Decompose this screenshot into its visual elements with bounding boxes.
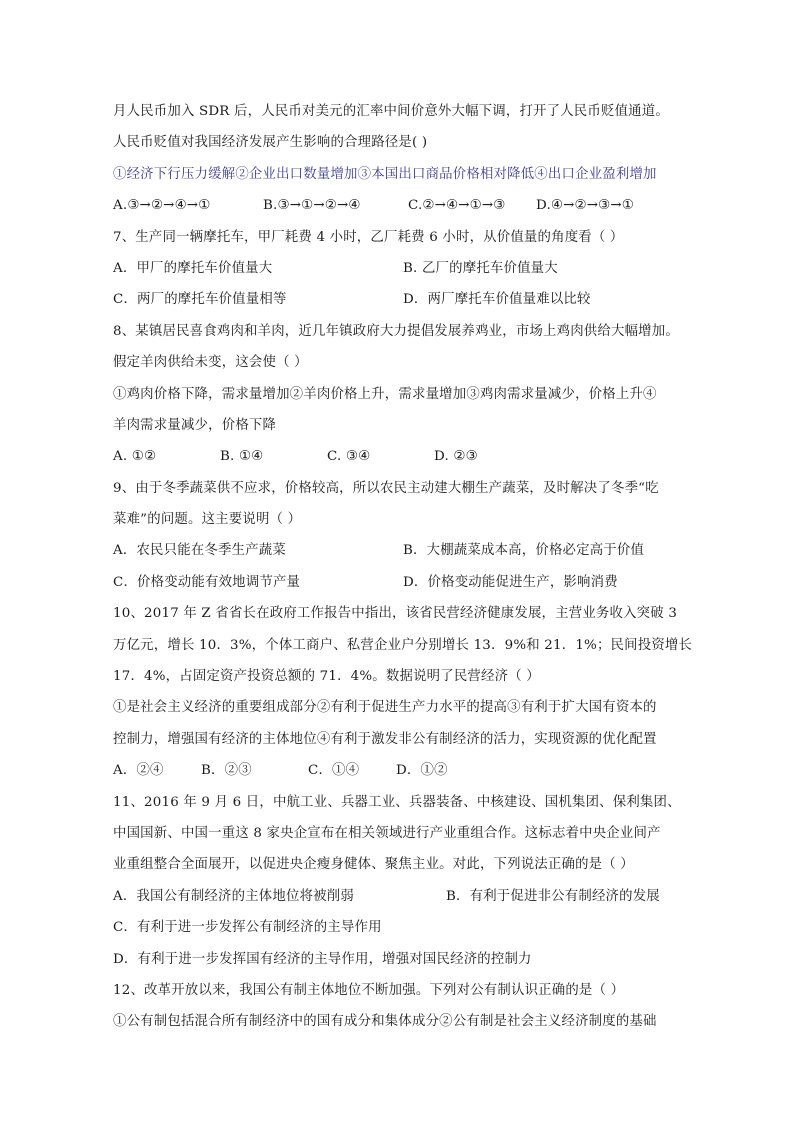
q11-option-d: D．有利于进一步发挥国有经济的主导作用，增强对国民经济的控制力 xyxy=(113,951,532,967)
q7-options-row-2 xyxy=(113,284,688,315)
q9-options-row-2 xyxy=(113,567,688,598)
q10-options xyxy=(113,755,688,786)
q6-option-a: A.③→②→④→① xyxy=(113,198,211,214)
q11-stem-line-3: 业重组整合全面展开，以促进央企瘦身健体、聚焦主业。对此，下列说法正确的是（ ） xyxy=(113,857,634,873)
q8-items-line-2: 羊肉需求量减少，价格下降 xyxy=(113,417,277,433)
q10-items-line-1: ①是社会主义经济的重要组成部分②有利于促进生产力水平的提高③有利于扩大国有资本的 xyxy=(113,700,657,716)
q6-options xyxy=(113,190,688,221)
q8-options xyxy=(113,441,688,472)
q9-option-c: C．价格变动能有效地调节产量 xyxy=(113,574,301,590)
q9-stem-line-2: 菜难”的问题。这主要说明（ ） xyxy=(113,512,302,528)
q11-stem-line-1: 11、2016 年 9 月 6 日，中航工业、兵器工业、兵器装备、中核建设、国机集团、保利集团、 xyxy=(113,794,681,810)
q6-items: ①经济下行压力缓解②企业出口数量增加③本国出口商品价格相对降低④出口企业盈利增加 xyxy=(113,166,657,182)
q6-stem-line-1: 月人民币加入 SDR 后，人民币对美元的汇率中间价意外大幅下调，打开了人民币贬值通道。 xyxy=(113,104,669,119)
q11-option-a: A．我国公有制经济的主体地位将被削弱 xyxy=(113,888,354,904)
q8-option-a: A. ①② xyxy=(113,449,157,465)
q8-option-c: C. ③④ xyxy=(327,449,371,465)
q10-stem-line-2: 万亿元，增长 10．3%，个体工商户、私营企业户分别增长 13．9%和 21．1%；民间投资增长 xyxy=(113,637,693,653)
q7-option-b: B. 乙厂的摩托车价值量大 xyxy=(403,260,558,276)
q7-options-row-1 xyxy=(113,253,688,284)
q6-stem-line-2: 人民币贬值对我国经济发展产生影响的合理路径是( ) xyxy=(113,135,428,151)
page-content xyxy=(113,96,693,1038)
q9-option-b: B．大棚蔬菜成本高，价格必定高于价值 xyxy=(403,543,645,559)
q7-option-d: D．两厂摩托车价值量难以比较 xyxy=(403,292,591,308)
q12-items: ①公有制包括混合所有制经济中的国有成分和集体成分②公有制是社会主义经济制度的基础 xyxy=(113,1014,657,1030)
q6-option-d: D.④→②→③→① xyxy=(536,198,634,214)
q10-option-a: A．②④ xyxy=(113,763,164,779)
q8-stem-line-1: 8、某镇居民喜食鸡肉和羊肉，近几年镇政府大力提倡发展养鸡业，市场上鸡肉供给大幅增加。 xyxy=(113,323,679,339)
q11-options-row-1 xyxy=(113,881,688,912)
q8-option-b: B. ①④ xyxy=(220,449,264,465)
q10-option-c: C．①④ xyxy=(308,763,360,779)
q9-options-row-1 xyxy=(113,535,688,566)
q10-option-d: D．①② xyxy=(396,763,448,779)
q7-option-a: A．甲厂的摩托车价值量大 xyxy=(113,260,273,276)
q6-option-b: B.③→①→②→④ xyxy=(263,198,361,214)
q10-stem-line-3: 17．4%，占固定资产投资总额的 71．4%。数据说明了民营经济（ ） xyxy=(113,669,540,685)
q7-stem: 7、生产同一辆摩托车，甲厂耗费 4 小时，乙厂耗费 6 小时，从价值量的角度看（ ） xyxy=(113,229,624,245)
q8-option-d: D. ②③ xyxy=(434,449,478,465)
q10-option-b: B．②③ xyxy=(201,763,252,779)
q10-stem-line-1: 10、2017 年 Z 省省长在政府工作报告中指出，该省民营经济健康发展，主营业务收入突破 3 xyxy=(113,606,678,622)
q8-stem-line-2: 假定羊肉供给未变，这会使（ ） xyxy=(113,355,308,371)
q9-option-d: D．价格变动能促进生产，影响消费 xyxy=(403,574,618,590)
q9-option-a: A．农民只能在冬季生产蔬菜 xyxy=(113,543,286,559)
q11-stem-line-2: 中国国新、中国一重这 8 家央企宣布在相关领域进行产业重组合作。这标志着中央企业间产 xyxy=(113,825,661,841)
q8-items-line-1: ①鸡肉价格下降，需求量增加②羊肉价格上升，需求量增加③鸡肉需求量减少，价格上升④ xyxy=(113,386,657,402)
q7-option-c: C．两厂的摩托车价值量相等 xyxy=(113,292,287,308)
q12-stem: 12、改革开放以来，我国公有制主体地位不断加强。下列对公有制认识正确的是（ ） xyxy=(113,982,625,998)
q9-stem-line-1: 9、由于冬季蔬菜供不应求，价格较高，所以农民主动建大棚生产蔬菜，及时解决了冬季“吃 xyxy=(113,480,659,496)
q11-option-b: B．有利于促进非公有制经济的发展 xyxy=(446,888,660,904)
q11-option-c: C．有利于进一步发挥公有制经济的主导作用 xyxy=(113,920,382,936)
q10-items-line-2: 控制力，增强国有经济的主体地位④有利于激发非公有制经济的活力，实现资源的优化配置 xyxy=(113,731,657,747)
q6-option-c: C.②→④→①→③ xyxy=(408,198,506,214)
